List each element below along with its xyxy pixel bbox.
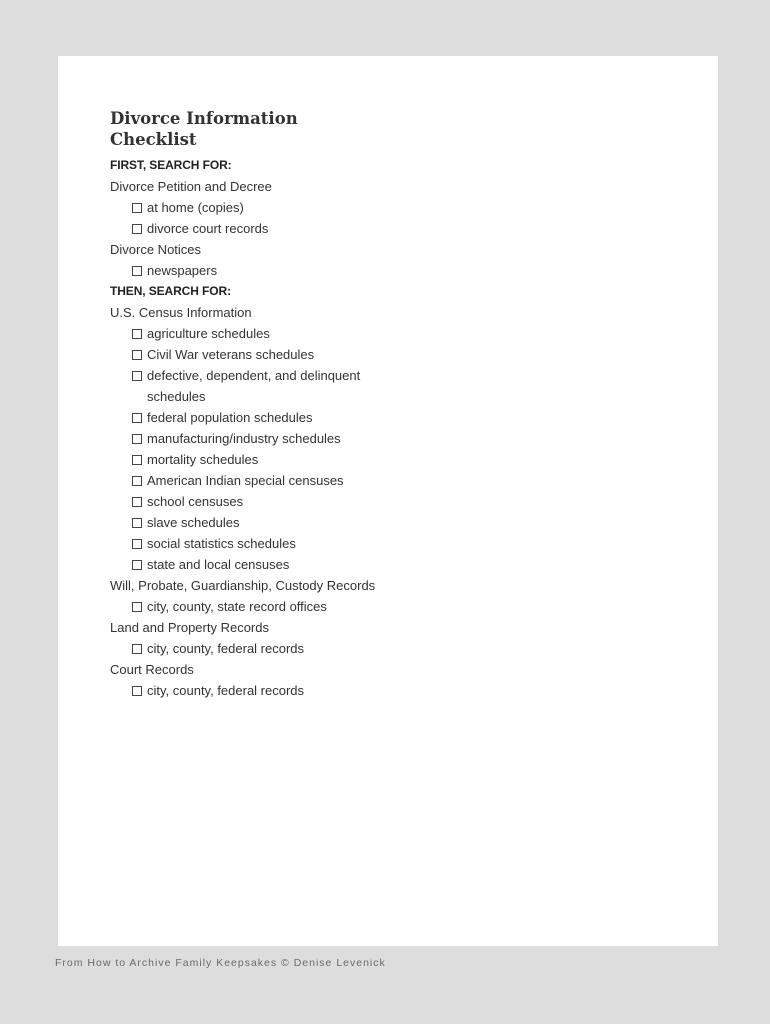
checklist-item[interactable]: divorce court records bbox=[110, 218, 530, 239]
checkbox[interactable] bbox=[132, 476, 142, 486]
checklist bbox=[110, 108, 530, 701]
checklist-item[interactable]: city, county, federal records bbox=[110, 680, 530, 701]
checkbox[interactable] bbox=[132, 644, 142, 654]
group-label-petition: Divorce Petition and Decree bbox=[110, 179, 272, 194]
checkbox[interactable] bbox=[132, 371, 142, 381]
checklist-item[interactable]: city, county, federal records bbox=[110, 638, 530, 659]
checkbox[interactable] bbox=[132, 329, 142, 339]
footer-credit: From How to Archive Family Keepsakes © Denise Levenick bbox=[55, 957, 386, 969]
checkbox[interactable] bbox=[132, 539, 142, 549]
checklist-item[interactable]: defective, dependent, and delinquent schedules bbox=[110, 365, 530, 407]
group-label-court: Court Records bbox=[110, 662, 194, 677]
checkbox[interactable] bbox=[132, 266, 142, 276]
group-label-census: U.S. Census Information bbox=[110, 305, 252, 320]
checkbox[interactable] bbox=[132, 560, 142, 570]
checklist-item[interactable]: American Indian special censuses bbox=[110, 470, 530, 491]
checklist-item[interactable]: school censuses bbox=[110, 491, 530, 512]
checkbox[interactable] bbox=[132, 497, 142, 507]
group-label-notices: Divorce Notices bbox=[110, 242, 202, 257]
first-search-heading: FIRST, SEARCH FOR: bbox=[110, 158, 232, 172]
checkbox[interactable] bbox=[132, 455, 142, 465]
checklist-item[interactable]: Civil War veterans schedules bbox=[110, 344, 530, 365]
checkbox[interactable] bbox=[132, 602, 142, 612]
checklist-item[interactable]: state and local censuses bbox=[110, 554, 530, 575]
then-search-heading: THEN, SEARCH FOR: bbox=[110, 284, 231, 298]
checkbox[interactable] bbox=[132, 350, 142, 360]
checklist-item[interactable]: social statistics schedules bbox=[110, 533, 530, 554]
checklist-item[interactable]: manufacturing/industry schedules bbox=[110, 428, 530, 449]
checkbox[interactable] bbox=[132, 518, 142, 528]
group-label-land: Land and Property Records bbox=[110, 620, 269, 635]
checklist-item[interactable]: city, county, state record offices bbox=[110, 596, 530, 617]
checkbox[interactable] bbox=[132, 203, 142, 213]
checklist-item[interactable]: slave schedules bbox=[110, 512, 530, 533]
checkbox[interactable] bbox=[132, 413, 142, 423]
checkbox[interactable] bbox=[132, 224, 142, 234]
checklist-item[interactable]: newspapers bbox=[110, 260, 530, 281]
group-label-probate: Will, Probate, Guardianship, Custody Records bbox=[110, 578, 376, 593]
document-page bbox=[58, 56, 718, 946]
checkbox[interactable] bbox=[132, 686, 142, 696]
checklist-item[interactable]: agriculture schedules bbox=[110, 323, 530, 344]
checkbox[interactable] bbox=[132, 434, 142, 444]
checklist-item[interactable]: federal population schedules bbox=[110, 407, 530, 428]
page-title: Divorce Information Checklist bbox=[110, 109, 298, 149]
checklist-item[interactable]: mortality schedules bbox=[110, 449, 530, 470]
checklist-item[interactable]: at home (copies) bbox=[110, 197, 530, 218]
